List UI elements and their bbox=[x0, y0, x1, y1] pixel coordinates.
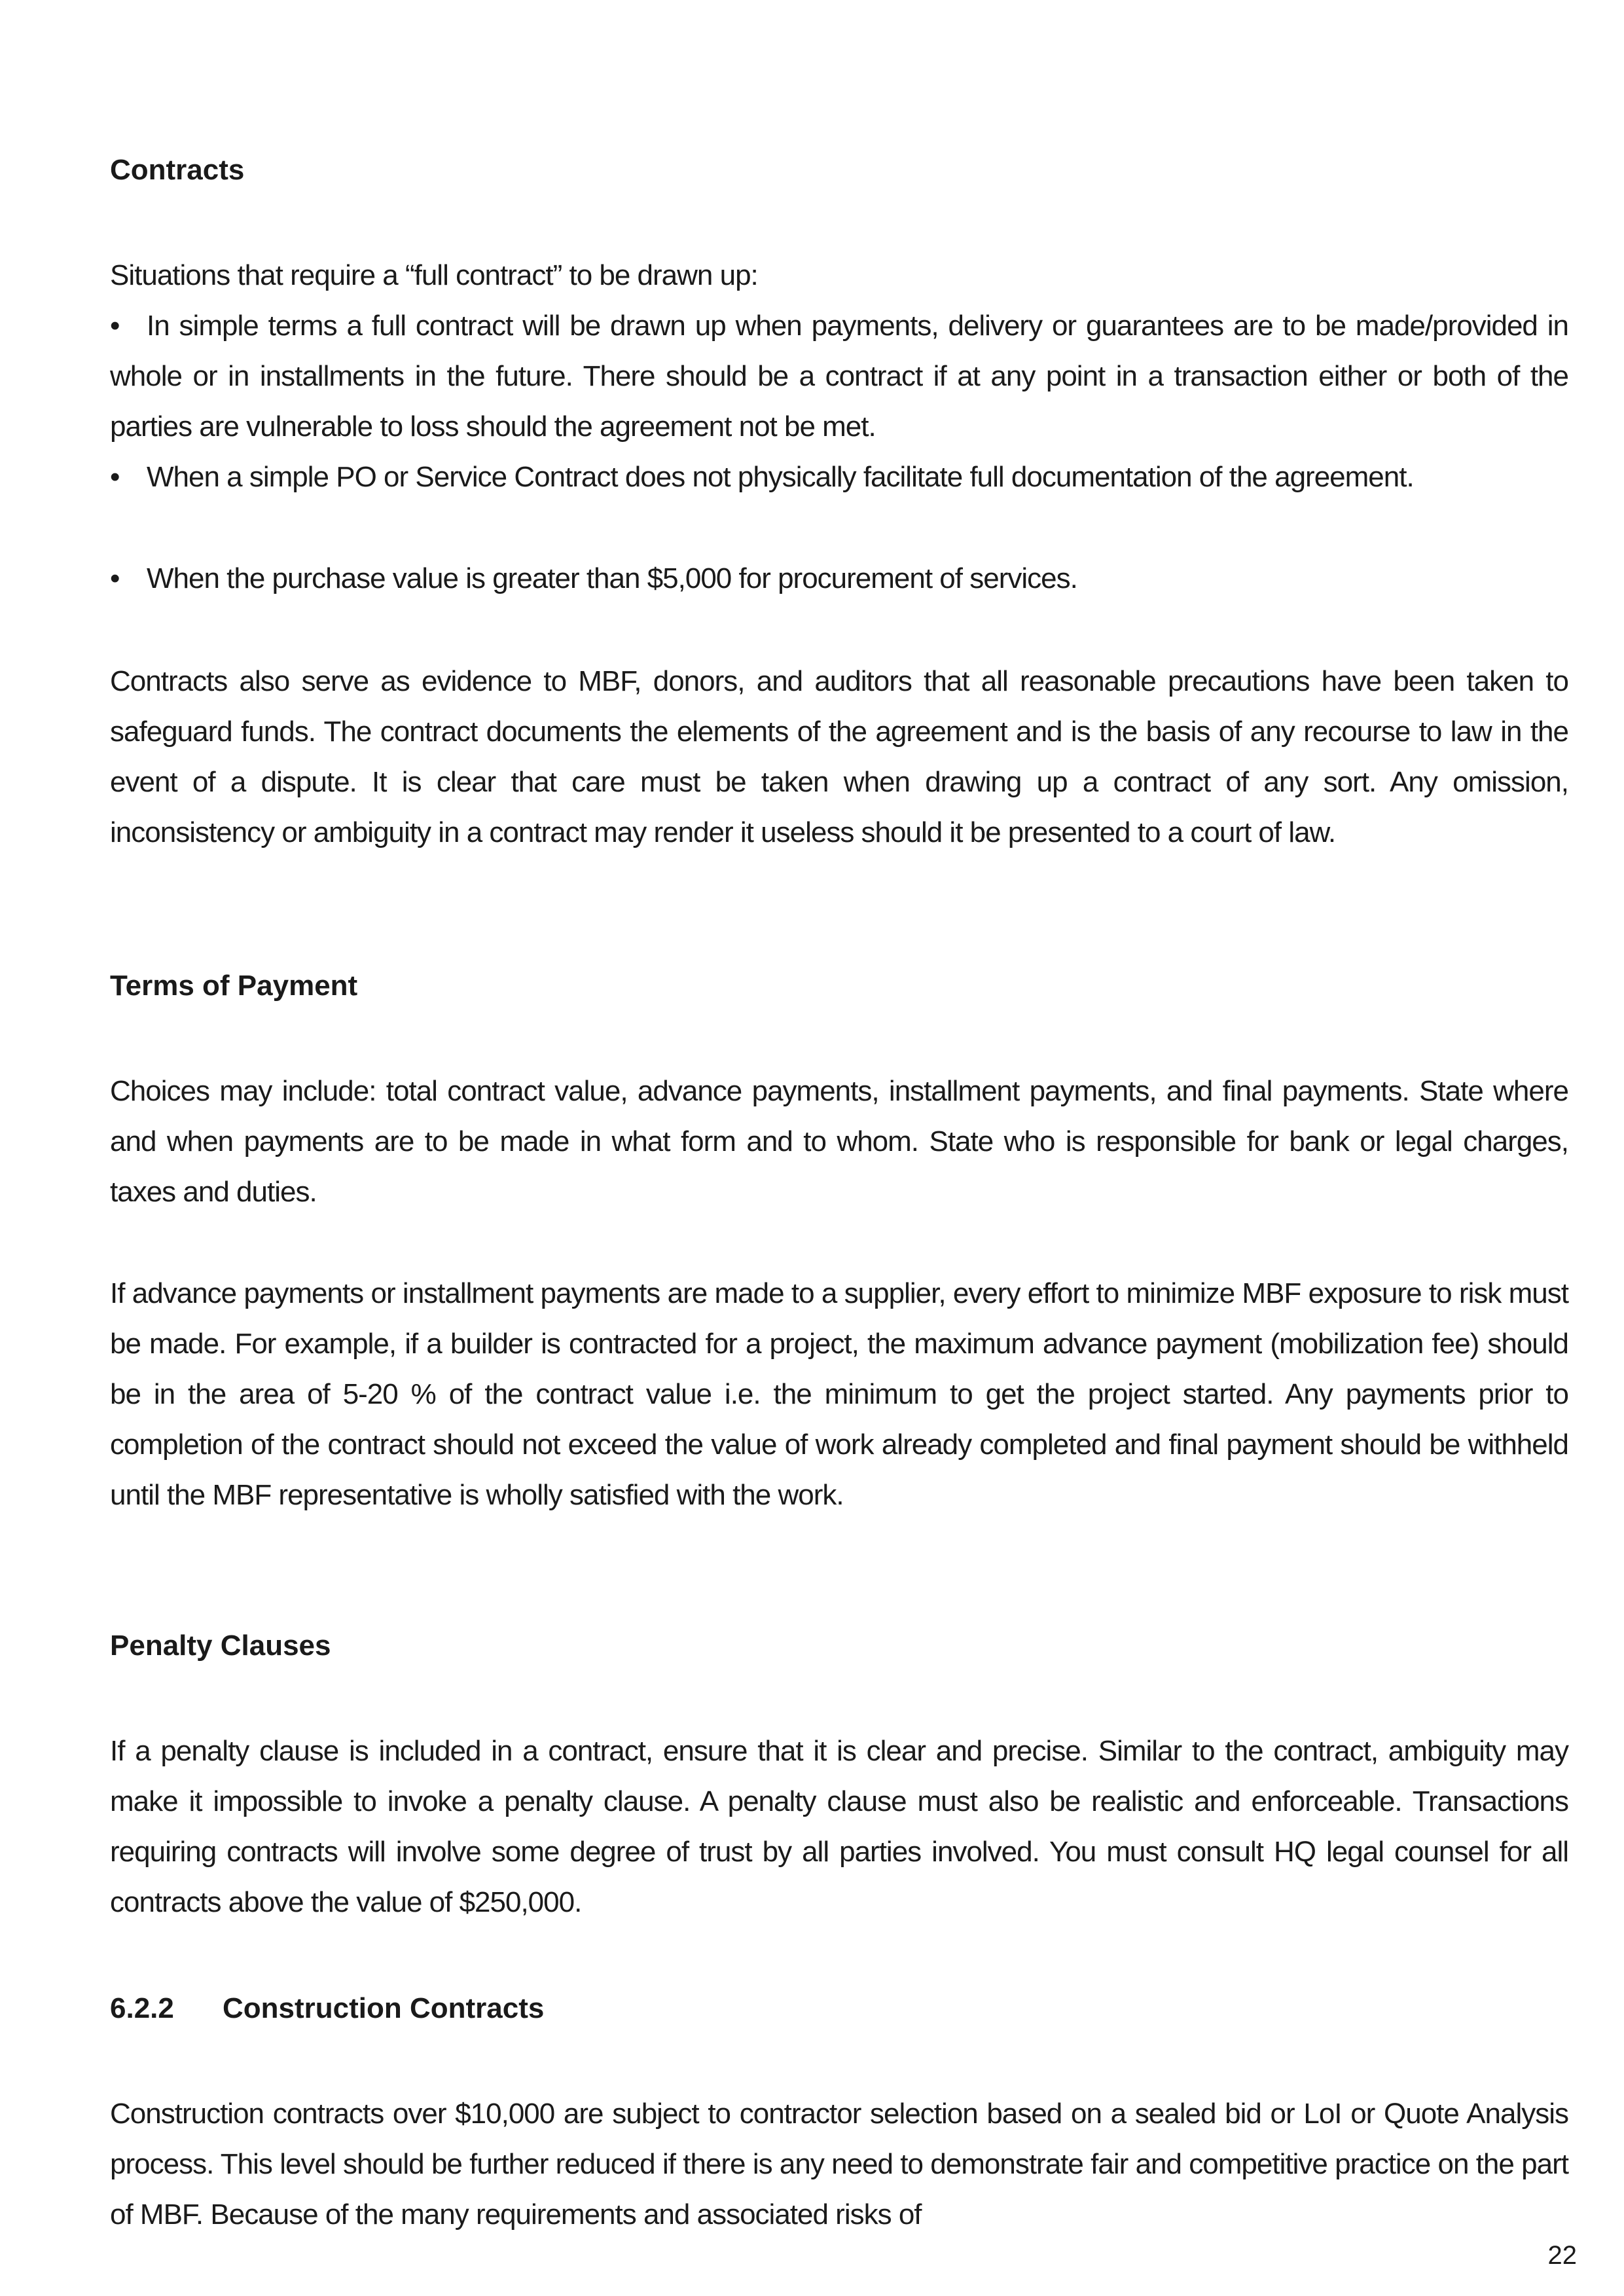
bullet-icon: • bbox=[110, 461, 120, 493]
bullet-text: When a simple PO or Service Contract does not physically facilitate full documentation of the agreement. bbox=[147, 461, 1414, 493]
section-title: Construction Contracts bbox=[223, 1992, 545, 2024]
terms-of-payment-heading: Terms of Payment bbox=[110, 970, 358, 1002]
construction-contracts-paragraph: Construction contracts over $10,000 are subject to contractor selection based on a sealed bid or LoI or Quote Analysis process. This level should be further reduced if there is any need to demonstrate fair and competitive practice on the part of MBF. Because of the many requirements and associated risks of bbox=[110, 2098, 1568, 2231]
bullet-text: In simple terms a full contract will be drawn up when payments, delivery or guarantees are to be made/provided in whole or in installments in the future. There should be a contract if at any point in a transaction either or both of the parties are vulnerable to loss should the agreement not be met. bbox=[110, 310, 1568, 443]
page-number: 22 bbox=[1547, 2241, 1577, 2270]
bullet-icon: • bbox=[110, 310, 120, 342]
bullet-text: When the purchase value is greater than $5,000 for procurement of services. bbox=[147, 562, 1077, 594]
contracts-heading: Contracts bbox=[110, 154, 245, 186]
penalty-clauses-paragraph: If a penalty clause is included in a contract, ensure that it is clear and precise. Similar to the contract, ambiguity may make it impossible to invoke a penalty clause. A penalty clause must also be realistic and enforceable. Transactions requiring contracts will involve some degree of trust by all parties involved. You must consult HQ legal counsel for all contracts above the value of $250,000. bbox=[110, 1735, 1568, 1918]
section-number: 6.2.2 bbox=[110, 1992, 174, 2024]
penalty-clauses-heading: Penalty Clauses bbox=[110, 1630, 331, 1662]
bullet-icon: • bbox=[110, 562, 120, 594]
terms-of-payment-paragraph-2: If advance payments or installment payments are made to a supplier, every effort to minimize MBF exposure to risk must be made. For example, if a builder is contracted for a project, the maximum advance payment (mobilization fee) should be in the area of 5-20 % of the contract value i.e. the minimum to get the project started. Any payments prior to completion of the contract should not exceed the value of work already completed and final payment should be withheld until the MBF representative is wholly satisfied with the work. bbox=[110, 1277, 1568, 1511]
contracts-bullet-1 bbox=[110, 301, 1568, 452]
contracts-paragraph: Contracts also serve as evidence to MBF, donors, and auditors that all reasonable precautions have been taken to safeguard funds. The contract documents the elements of the agreement and is the basis of any recourse to law in the event of a dispute. It is clear that care must be taken when drawing up a contract of any sort. Any omission, inconsistency or ambiguity in a contract may render it useless should it be presented to a court of law. bbox=[110, 665, 1568, 848]
construction-contracts-heading bbox=[110, 1990, 544, 2027]
terms-of-payment-paragraph-1: Choices may include: total contract value, advance payments, installment payments, and final payments. State where and when payments are to be made in what form and to whom. State who is responsible for bank or legal charges, taxes and duties. bbox=[110, 1075, 1568, 1208]
document-page bbox=[110, 0, 1568, 2296]
contracts-bullet-3 bbox=[110, 553, 1568, 604]
contracts-bullet-2 bbox=[110, 452, 1568, 502]
contracts-intro: Situations that require a “full contract” to be drawn up: bbox=[110, 259, 758, 291]
